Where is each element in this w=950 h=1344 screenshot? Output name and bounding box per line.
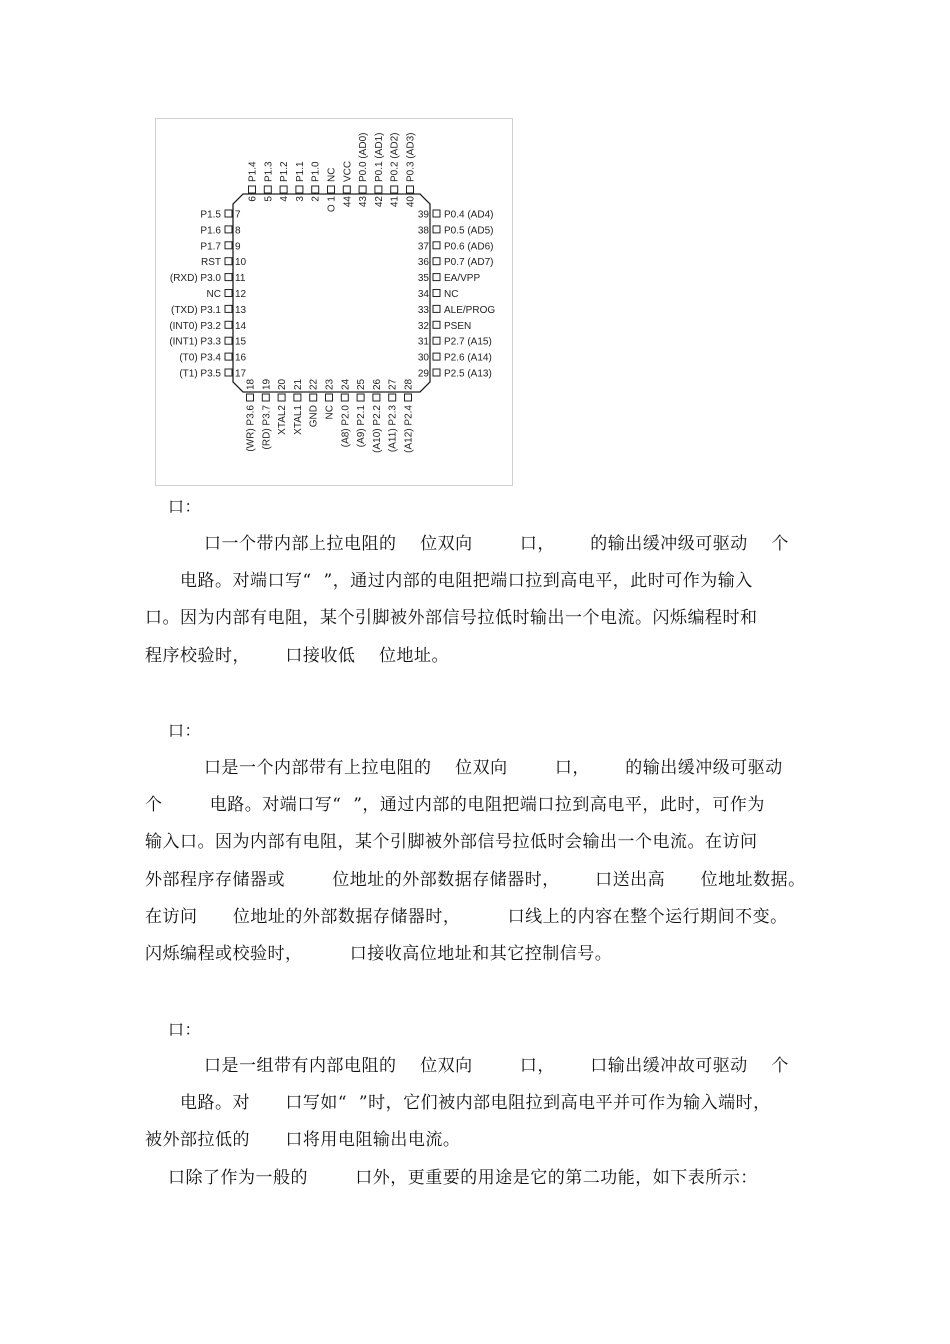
pin-pad bbox=[433, 290, 440, 297]
pin-label: (TXD) P3.1 bbox=[170, 304, 221, 316]
section-2-line-3: 输入口。因为内部有电阻，某个引脚被外部信号拉低时会输出一个电流。在访问 bbox=[145, 832, 758, 852]
pin-number: O 1 bbox=[326, 196, 338, 213]
pin-pad bbox=[225, 258, 232, 265]
section-2-line-2: 个 电路。对端口写“ ”，通过内部的电阻把端口拉到高电平，此时，可作为 bbox=[145, 795, 765, 815]
pin-label: ALE/PROG bbox=[444, 304, 496, 316]
section-1-line-1: 口一个带内部上拉电阻的 位双向 口， 的输出缓冲级可驱动 个 bbox=[204, 534, 789, 554]
pin-number: 14 bbox=[235, 320, 247, 332]
pin-number: 4 bbox=[279, 196, 291, 202]
pin-pad bbox=[225, 305, 232, 312]
section-2-line-1: 口是一个内部带有上拉电阻的 位双向 口， 的输出缓冲级可驱动 bbox=[204, 758, 783, 778]
pin-number: 37 bbox=[417, 241, 429, 253]
pin-number: 29 bbox=[417, 368, 429, 380]
pin-pad bbox=[312, 186, 319, 193]
pin-label: P1.1 bbox=[294, 161, 306, 182]
pin-number: 8 bbox=[235, 225, 241, 237]
pin-number: 41 bbox=[389, 196, 401, 208]
pin-number: 5 bbox=[263, 196, 275, 202]
pin-pad bbox=[294, 394, 301, 401]
pin-number: 13 bbox=[235, 304, 247, 316]
pin-pad bbox=[433, 369, 440, 376]
pin-pad bbox=[433, 321, 440, 328]
pin-pad bbox=[433, 210, 440, 217]
pin-label: P1.3 bbox=[263, 161, 275, 182]
pin-pad bbox=[433, 242, 440, 249]
pin-number: 27 bbox=[387, 378, 399, 390]
pin-label: (A12) P2.4 bbox=[403, 405, 415, 453]
pin-number: 32 bbox=[417, 320, 429, 332]
pin-number: 9 bbox=[235, 241, 241, 253]
pin-number: 35 bbox=[417, 273, 429, 285]
section-1-line-4: 程序校验时， 口接收低 位地址。 bbox=[145, 646, 450, 666]
pin-pad bbox=[249, 186, 256, 193]
pin-pad bbox=[225, 274, 232, 281]
pin-number: 44 bbox=[342, 196, 354, 208]
pin-label: P1.4 bbox=[247, 161, 259, 182]
pin-pad bbox=[389, 394, 396, 401]
pin-pad bbox=[225, 353, 232, 360]
pin-number: 43 bbox=[358, 196, 370, 208]
pin-label: P1.7 bbox=[200, 241, 221, 253]
pin-number: 33 bbox=[417, 304, 429, 316]
pin-label: EA/VPP bbox=[444, 273, 481, 285]
pin-number: 16 bbox=[235, 352, 247, 364]
pin-pad bbox=[280, 186, 287, 193]
pin-pad bbox=[328, 186, 335, 193]
section-2-line-6: 闪烁编程或校验时， 口接收高位地址和其它控制信号。 bbox=[145, 944, 613, 964]
pin-pad bbox=[407, 186, 414, 193]
pin-pad bbox=[343, 186, 350, 193]
pin-label: (T0) P3.4 bbox=[179, 352, 221, 364]
pin-number: 39 bbox=[417, 209, 429, 221]
pin-pad bbox=[373, 394, 380, 401]
pin-label: (A11) P2.3 bbox=[387, 405, 399, 453]
pin-number: 42 bbox=[373, 196, 385, 208]
chip-body bbox=[233, 194, 430, 392]
pin-number: 21 bbox=[292, 378, 304, 390]
pin-number: 11 bbox=[235, 273, 246, 285]
pin-label: GND bbox=[308, 405, 320, 428]
pin-number: 2 bbox=[310, 196, 322, 202]
pin-label: (WR) P3.6 bbox=[245, 405, 257, 452]
pin-number: 30 bbox=[417, 352, 429, 364]
section-3-line-3: 被外部拉低的 口将用电阻输出电流。 bbox=[145, 1130, 461, 1150]
pin-number: 3 bbox=[294, 196, 306, 202]
pin-pad bbox=[296, 186, 303, 193]
pin-pad bbox=[247, 394, 254, 401]
pin-number: 20 bbox=[277, 378, 289, 390]
section-3-line-2: 电路。对 口写如“ ”时，它们被内部电阻拉到高电平并可作为输入端时， bbox=[180, 1093, 771, 1113]
pin-pad bbox=[264, 186, 271, 193]
pin-label: P0.6 (AD6) bbox=[444, 241, 494, 253]
pin-pad bbox=[433, 274, 440, 281]
pin-pad bbox=[341, 394, 348, 401]
pin-number: 22 bbox=[308, 378, 320, 390]
pin-pad bbox=[262, 394, 269, 401]
pin-pad bbox=[310, 394, 317, 401]
pin-label: P0.3 (AD3) bbox=[405, 132, 417, 182]
pin-label: (A8) P2.0 bbox=[340, 405, 352, 448]
pin-pad bbox=[225, 226, 232, 233]
pin-number: 18 bbox=[245, 378, 257, 390]
pin-pad bbox=[433, 353, 440, 360]
pin-label: NC bbox=[206, 289, 221, 300]
pin-number: 24 bbox=[340, 378, 352, 390]
section-2-line-4: 外部程序存储器或 位地址的外部数据存储器时， 口送出高 位地址数据。 bbox=[145, 870, 806, 890]
pin-label: NC bbox=[326, 167, 338, 182]
pin-label: P1.0 bbox=[310, 161, 322, 182]
pin-label: P0.1 (AD1) bbox=[373, 132, 385, 182]
pin-number: 7 bbox=[235, 209, 241, 221]
pin-label: P2.7 (A15) bbox=[444, 336, 492, 348]
pin-label: P2.6 (A14) bbox=[444, 352, 492, 364]
pin-label: (RXD) P3.0 bbox=[169, 273, 221, 285]
pin-pad bbox=[359, 186, 366, 193]
section-3-line-4: 口除了作为一般的 口外，更重要的用途是它的第二功能，如下表所示： bbox=[168, 1168, 758, 1188]
pin-number: 17 bbox=[235, 368, 247, 380]
pin-label: P1.2 bbox=[279, 161, 291, 182]
pin-pad bbox=[225, 242, 232, 249]
pin-label: XTAL1 bbox=[292, 405, 304, 435]
pin-label: P1.5 bbox=[200, 209, 221, 221]
pin-number: 19 bbox=[261, 378, 273, 390]
pin-pad bbox=[433, 305, 440, 312]
chip-pinout-figure bbox=[155, 118, 513, 486]
section-1-line-2: 电路。对端口写“ ”，通过内部的电阻把端口拉到高电平，此时可作为输入 bbox=[180, 571, 753, 591]
section-3-line-1: 口是一组带有内部电阻的 位双向 口， 口输出缓冲故可驱动 个 bbox=[204, 1056, 789, 1076]
pin-label: VCC bbox=[342, 160, 354, 182]
pin-label: NC bbox=[444, 289, 459, 300]
pin-label: (T1) P3.5 bbox=[179, 368, 221, 380]
pin-label: P0.5 (AD5) bbox=[444, 225, 494, 237]
pin-number: 38 bbox=[417, 225, 429, 237]
pin-pad bbox=[225, 337, 232, 344]
section-2-heading: 口： bbox=[168, 721, 202, 740]
pin-label: PSEN bbox=[444, 320, 472, 332]
pin-number: 12 bbox=[235, 289, 247, 300]
pin-number: 40 bbox=[405, 196, 417, 208]
pin-label: (A9) P2.1 bbox=[356, 405, 368, 448]
pin-pad bbox=[375, 186, 382, 193]
pin-number: 36 bbox=[417, 257, 429, 269]
pin-pad bbox=[225, 369, 232, 376]
pin-label: (A10) P2.2 bbox=[371, 405, 383, 453]
pin-pad bbox=[433, 337, 440, 344]
pin-number: 25 bbox=[356, 378, 368, 390]
pin-label: NC bbox=[324, 405, 336, 420]
pin-pad bbox=[326, 394, 333, 401]
section-1-line-3: 口。因为内部有电阻，某个引脚被外部信号拉低时输出一个电流。闪烁编程时和 bbox=[145, 608, 758, 628]
pin-label: (INT0) P3.2 bbox=[169, 320, 221, 332]
pin-label: XTAL2 bbox=[277, 405, 289, 435]
pin-label: (INT1) P3.3 bbox=[169, 336, 221, 348]
pin-number: 34 bbox=[417, 289, 429, 300]
pin-label: (RD) P3.7 bbox=[261, 405, 273, 450]
section-1-heading: 口： bbox=[168, 497, 202, 516]
pin-label: P0.4 (AD4) bbox=[444, 209, 494, 221]
chip-pinout-diagram bbox=[155, 118, 513, 486]
section-2-line-5: 在访问 位地址的外部数据存储器时， 口线上的内容在整个运行期间不变。 bbox=[145, 907, 788, 927]
pin-label: RST bbox=[201, 257, 221, 269]
pin-pad bbox=[225, 321, 232, 328]
pin-pad bbox=[433, 258, 440, 265]
pin-label: P1.6 bbox=[200, 225, 221, 237]
pin-label: P2.5 (A13) bbox=[444, 368, 492, 380]
pin-pad bbox=[225, 210, 232, 217]
pin-number: 28 bbox=[403, 378, 415, 390]
pin-number: 15 bbox=[235, 336, 247, 348]
pin-label: P0.2 (AD2) bbox=[389, 132, 401, 182]
pin-pad bbox=[225, 290, 232, 297]
pin-number: 26 bbox=[371, 378, 383, 390]
pin-pad bbox=[278, 394, 285, 401]
pin-number: 31 bbox=[417, 336, 429, 348]
pin-pad bbox=[357, 394, 364, 401]
pin-pad bbox=[433, 226, 440, 233]
pin-label: P0.0 (AD0) bbox=[358, 132, 370, 182]
pin-number: 23 bbox=[324, 378, 336, 390]
pin-number: 6 bbox=[247, 196, 259, 202]
pin-pad bbox=[391, 186, 398, 193]
pin-label: P0.7 (AD7) bbox=[444, 257, 494, 269]
pin-number: 10 bbox=[235, 257, 247, 269]
pin-pad bbox=[405, 394, 412, 401]
section-3-heading: 口： bbox=[168, 1020, 202, 1039]
